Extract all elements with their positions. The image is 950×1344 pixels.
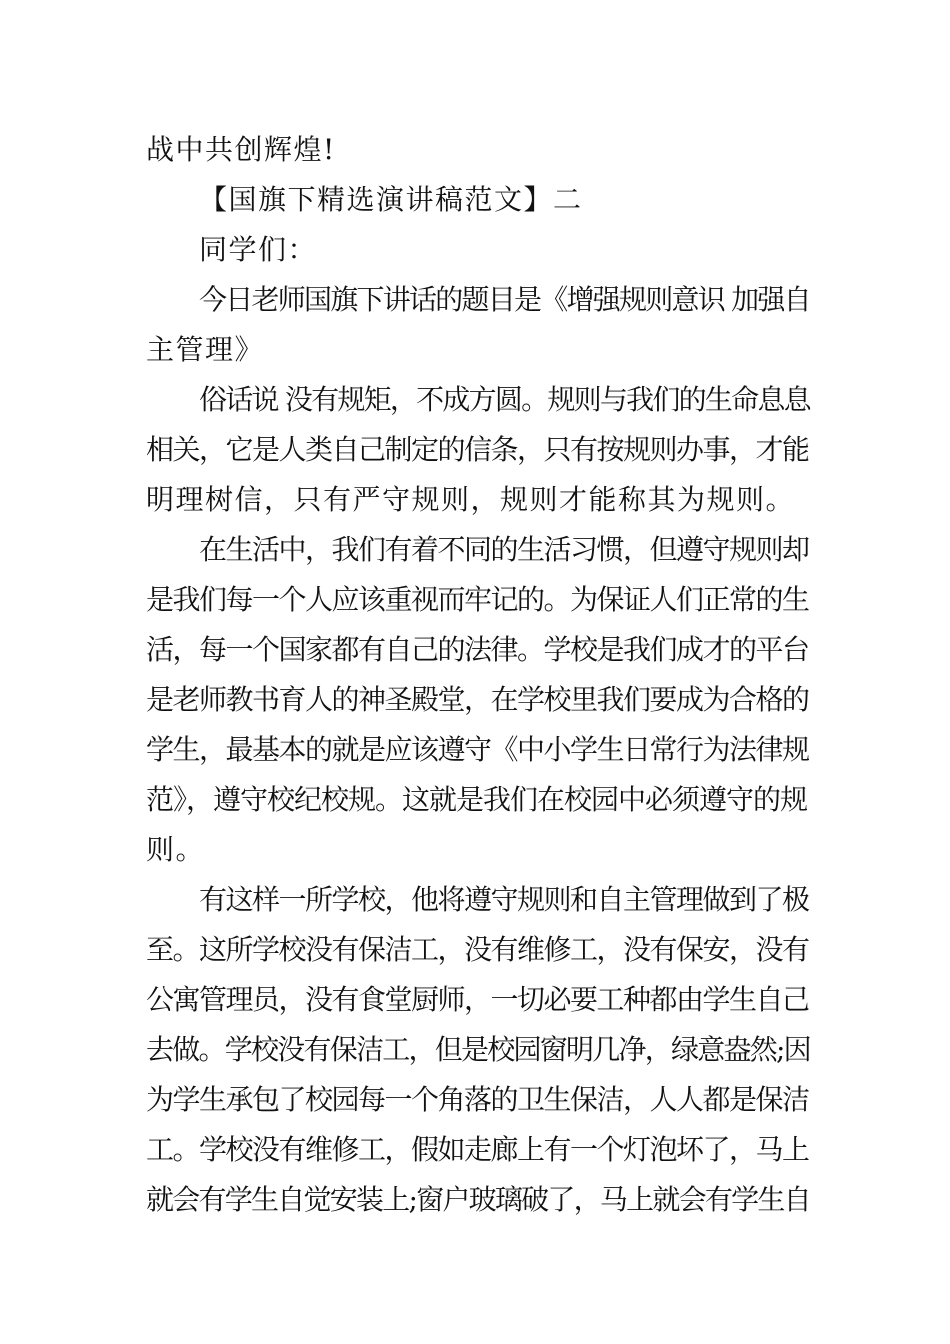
text-line: 为学生承包了校园每一个角落的卫生保洁，人人都是保洁 [146,1083,809,1116]
text-line: 就会有学生自觉安装上;窗户玻璃破了，马上就会有学生自 [146,1183,810,1216]
text-line: 去做。学校没有保洁工，但是校园窗明几净，绿意盎然;因 [146,1033,810,1066]
text-line: 公寓管理员，没有食堂厨师，一切必要工种都由学生自己 [146,983,809,1016]
text-line: 今日老师国旗下讲话的题目是《增强规则意识 加强自 [199,283,810,316]
text-line: 战中共创辉煌! [146,133,336,166]
text-line: 相关，它是人类自己制定的信条，只有按规则办事，才能 [146,433,809,466]
text-line: 范》，遵守校纪校规。这就是我们在校园中必须遵守的规 [146,783,808,816]
text-line: 有这样一所学校，他将遵守规则和自主管理做到了极 [199,883,809,916]
text-line: 是我们每一个人应该重视而牢记的。为保证人们正常的生 [146,583,809,616]
text-line: 工。学校没有维修工，假如走廊上有一个灯泡坏了，马上 [146,1133,809,1166]
text-line: 主管理》 [146,333,265,366]
text-line: 活，每一个国家都有自己的法律。学校是我们成才的平台 [146,633,809,666]
text-line: 是老师教书育人的神圣殿堂，在学校里我们要成为合格的 [146,683,809,716]
salutation: 同学们： [199,233,318,266]
text-line: 则。 [146,833,206,866]
text-line: 学生，最基本的就是应该遵守《中小学生日常行为法律规 [146,733,809,766]
text-line: 在生活中，我们有着不同的生活习惯，但遵守规则却 [199,533,809,566]
text-line: 明理树信，只有严守规则，规则才能称其为规则。 [146,483,796,516]
section-heading: 【国旗下精选演讲稿范文】二 [199,183,583,216]
text-line: 俗话说 没有规矩，不成方圆。规则与我们的生命息息 [199,383,810,416]
text-line: 至。这所学校没有保洁工，没有维修工，没有保安，没有 [146,933,809,966]
